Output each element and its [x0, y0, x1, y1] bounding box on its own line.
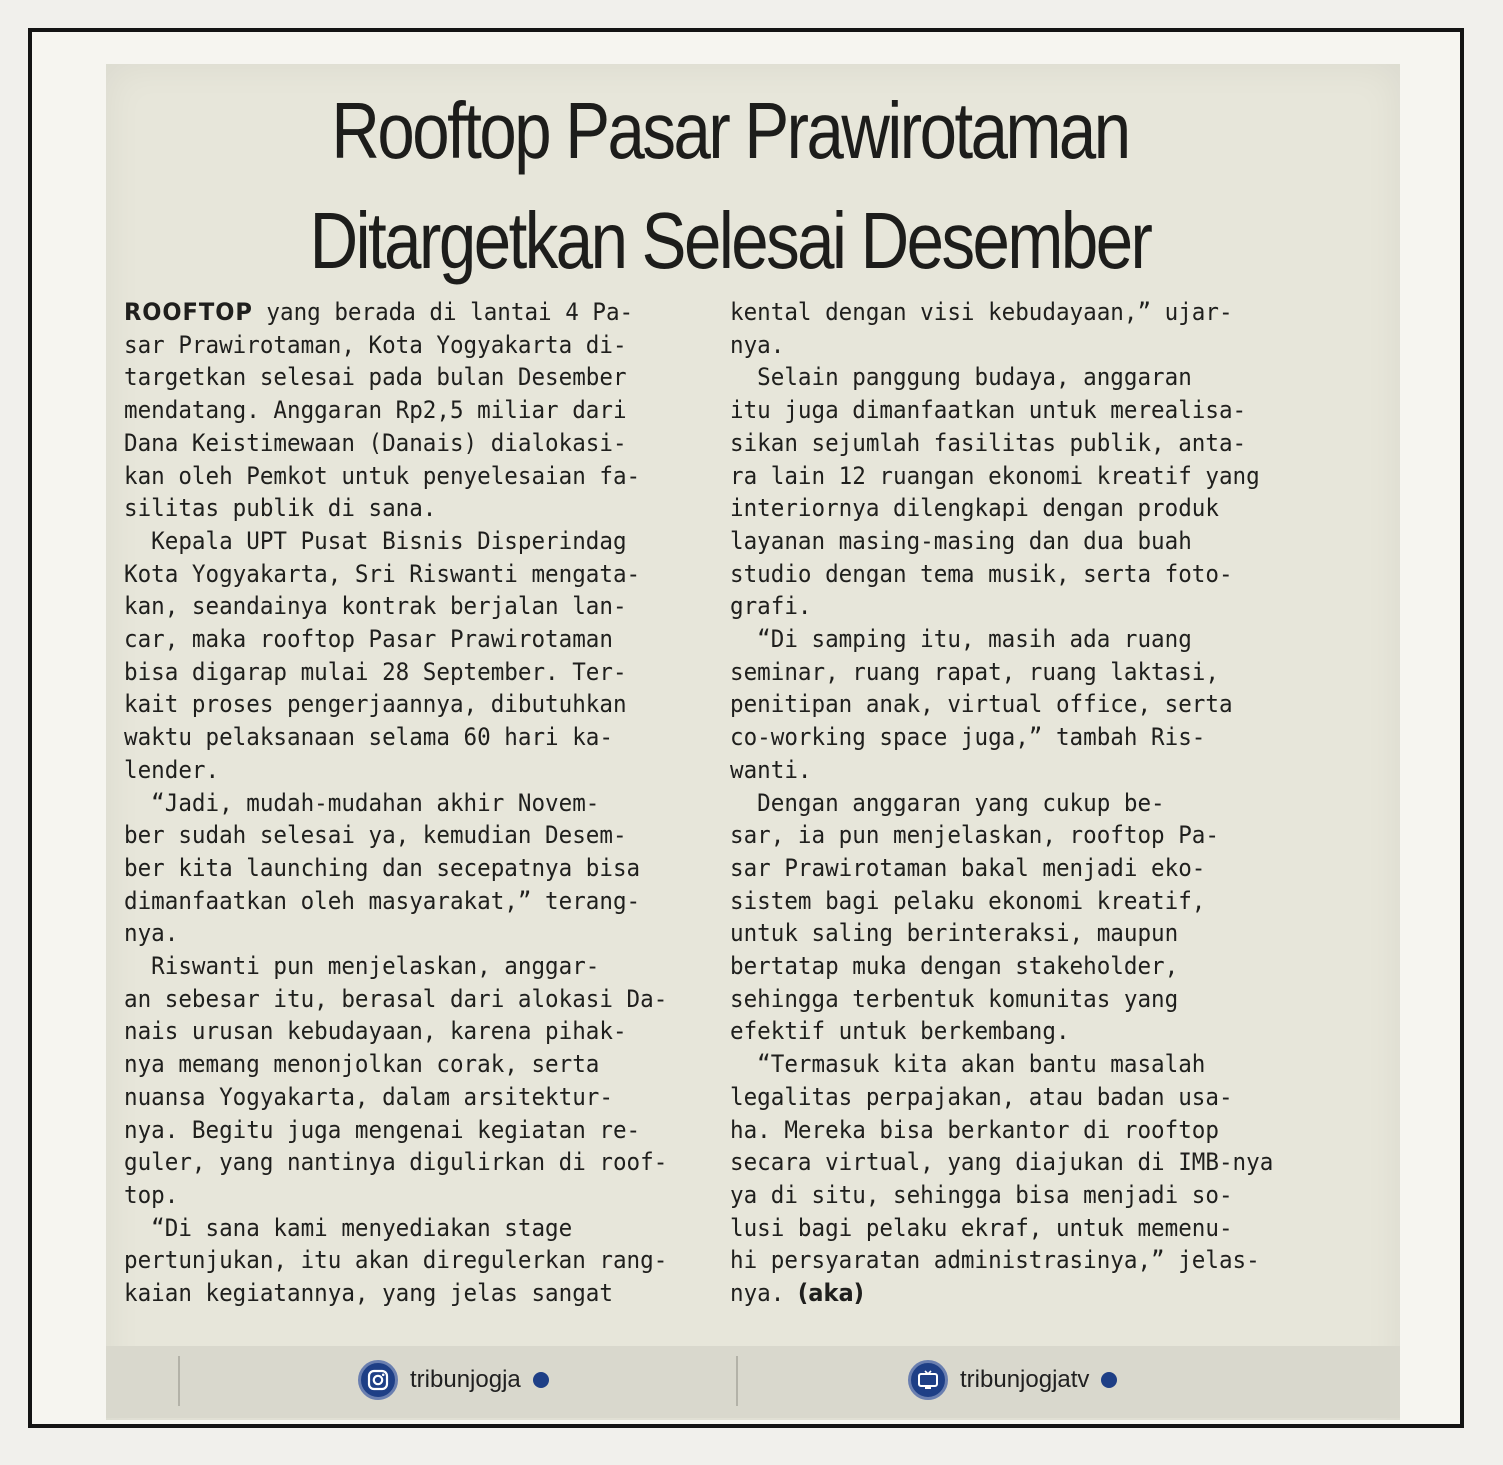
- footer-divider: [736, 1356, 738, 1406]
- text-line: lender.: [124, 755, 220, 784]
- text-line: Dengan anggaran yang cukup be-: [730, 788, 1165, 817]
- text-line: Selain panggung budaya, anggaran: [730, 363, 1192, 392]
- text-line: penitipan anak, virtual office, serta: [730, 690, 1233, 719]
- article-headline: [243, 76, 1217, 296]
- headline-line-2: Ditargetkan Selesai Desember: [309, 196, 1151, 285]
- text-line: ha. Mereka bisa berkantor di rooftop: [730, 1115, 1219, 1144]
- text-line: “Termasuk kita akan bantu masalah: [730, 1050, 1206, 1079]
- text-line: mendatang. Anggaran Rp2,5 miliar dari: [124, 396, 627, 425]
- text-line: nya.: [124, 919, 179, 948]
- footer-divider: [178, 1356, 180, 1406]
- text-line: “Di samping itu, masih ada ruang: [730, 625, 1192, 654]
- text-line: ber sudah selesai ya, kemudian Desem-: [124, 821, 627, 850]
- instagram-handle-group: [358, 1360, 549, 1400]
- text-line: co-working space juga,” tambah Ris-: [730, 723, 1206, 752]
- text-line: ROOFTOP yang berada di lantai 4 Pa-: [124, 298, 634, 326]
- text-line: secara virtual, yang diajukan di IMB-nya: [730, 1148, 1274, 1177]
- tv-handle: tribunjogjatv: [960, 1366, 1090, 1393]
- article-column-left: [124, 296, 696, 1310]
- text-line: efektif untuk berkembang.: [730, 1017, 1070, 1046]
- text-line: sehingga terbentuk komunitas yang: [730, 984, 1179, 1013]
- text-line: nya. (aka): [730, 1279, 864, 1308]
- text-line: sistem bagi pelaku ekonomi kreatif,: [730, 886, 1206, 915]
- text-line: interiornya dilengkapi dengan produk: [730, 494, 1219, 523]
- text-line: sar, ia pun menjelaskan, rooftop Pa-: [730, 821, 1219, 850]
- text-line: kan, seandainya kontrak berjalan lan-: [124, 592, 627, 621]
- bullet-dot: [533, 1372, 549, 1388]
- text-line: kaian kegiatannya, yang jelas sangat: [124, 1279, 613, 1308]
- text-line: untuk saling berinteraksi, maupun: [730, 919, 1179, 948]
- text-line: ya di situ, sehingga bisa menjadi so-: [730, 1180, 1233, 1209]
- social-footer: [106, 1346, 1400, 1418]
- text-line: Riswanti pun menjelaskan, anggar-: [124, 952, 600, 981]
- text-line: hi persyaratan administrasinya,” jelas-: [730, 1246, 1260, 1275]
- text-line: sikan sejumlah fasilitas publik, anta-: [730, 428, 1247, 457]
- instagram-handle: tribunjogja: [410, 1366, 521, 1393]
- text-line: seminar, ruang rapat, ruang laktasi,: [730, 657, 1219, 686]
- text-line: pertunjukan, itu akan diregulerkan rang-: [124, 1246, 668, 1275]
- text-line: bertatap muka dengan stakeholder,: [730, 952, 1179, 981]
- text-line: car, maka rooftop Pasar Prawirotaman: [124, 625, 613, 654]
- text-line: ber kita launching dan secepatnya bisa: [124, 853, 641, 882]
- text-line: kan oleh Pemkot untuk penyelesaian fa-: [124, 461, 641, 490]
- text-line: guler, yang nantinya digulirkan di roof-: [124, 1148, 668, 1177]
- text-line: nais urusan kebudayaan, karena pihak-: [124, 1017, 627, 1046]
- tv-handle-group: [908, 1360, 1117, 1400]
- text-line: waktu pelaksanaan selama 60 hari ka-: [124, 723, 613, 752]
- text-line: an sebesar itu, berasal dari alokasi Da-: [124, 984, 668, 1013]
- byline: (aka): [797, 1279, 864, 1308]
- text-line: nuansa Yogyakarta, dalam arsitektur-: [124, 1082, 613, 1111]
- article-column-right: [730, 296, 1307, 1310]
- bullet-dot: [1101, 1372, 1117, 1388]
- text-line: silitas publik di sana.: [124, 494, 437, 523]
- text-line: sar Prawirotaman bakal menjadi eko-: [730, 853, 1206, 882]
- text-line: bisa digarap mulai 28 September. Ter-: [124, 657, 627, 686]
- text-line: targetkan selesai pada bulan Desember: [124, 363, 627, 392]
- text-line: nya memang menonjolkan corak, serta: [124, 1050, 600, 1079]
- text-line: Kepala UPT Pusat Bisnis Disperindag: [124, 526, 627, 555]
- tv-icon: [908, 1360, 948, 1400]
- instagram-icon: [358, 1360, 398, 1400]
- text-line: kait proses pengerjaannya, dibutuhkan: [124, 690, 627, 719]
- text-line: itu juga dimanfaatkan untuk merealisa-: [730, 396, 1247, 425]
- text-line: legalitas perpajakan, atau badan usa-: [730, 1082, 1233, 1111]
- text-line: wanti.: [730, 755, 812, 784]
- text-line: “Jadi, mudah-mudahan akhir Novem-: [124, 788, 600, 817]
- text-line: Dana Keistimewaan (Danais) dialokasi-: [124, 428, 627, 457]
- text-line: ra lain 12 ruangan ekonomi kreatif yang: [730, 461, 1260, 490]
- text-line: layanan masing-masing dan dua buah: [730, 526, 1192, 555]
- lead-word: ROOFTOP: [124, 298, 253, 326]
- text-line: kental dengan visi kebudayaan,” ujar-: [730, 298, 1233, 326]
- headline-line-1: Rooftop Pasar Prawirotaman: [331, 86, 1129, 175]
- text-line: nya. Begitu juga mengenai kegiatan re-: [124, 1115, 641, 1144]
- text-line: “Di sana kami menyediakan stage: [124, 1213, 573, 1242]
- text-line: top.: [124, 1180, 179, 1209]
- text-line: dimanfaatkan oleh masyarakat,” terang-: [124, 886, 641, 915]
- text-line: grafi.: [730, 592, 812, 621]
- text-line: lusi bagi pelaku ekraf, untuk memenu-: [730, 1213, 1233, 1242]
- text-line: nya.: [730, 330, 785, 359]
- text-line: studio dengan tema musik, serta foto-: [730, 559, 1233, 588]
- text-line: sar Prawirotaman, Kota Yogyakarta di-: [124, 330, 627, 359]
- text-line: Kota Yogyakarta, Sri Riswanti mengata-: [124, 559, 641, 588]
